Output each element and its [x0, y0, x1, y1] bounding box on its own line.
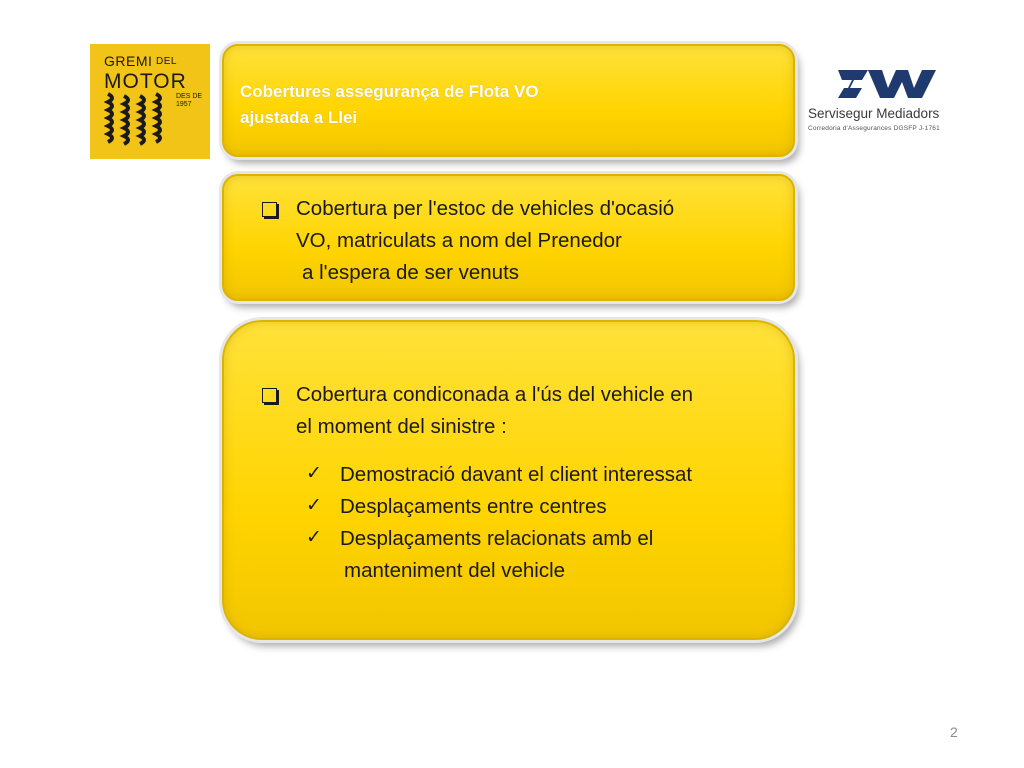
- logo-text-since: DES DE 1957: [176, 93, 203, 108]
- box2-line-1: Cobertura condiconada a l'ús del vehicle en: [296, 383, 694, 406]
- servisegur-name: Servisegur Mediadors: [808, 106, 940, 121]
- box2-check-3-cont: manteniment del vehicle: [344, 559, 566, 582]
- box2-check-2: Desplaçaments entre centres: [340, 495, 607, 518]
- title-box: [222, 44, 795, 157]
- checkbox-bullet-icon: [262, 202, 277, 217]
- logo-text-del: DEL: [156, 56, 177, 67]
- coverage-box-stock: [222, 174, 795, 301]
- coverage-box-usage: [222, 320, 795, 640]
- box2-check-3: Desplaçaments relacionats amb el: [340, 527, 654, 550]
- slide-title-line-1: Cobertures assegurança de Flota VO: [240, 82, 539, 101]
- box2-check-1: Demostració davant el client interessat: [340, 463, 693, 486]
- slide-title-line-2: ajustada a Llei: [240, 108, 358, 127]
- spring-coils-icon: [104, 92, 174, 152]
- servisegur-subtitle: Corredoria d'Assegurances DGSFP J-1761: [808, 125, 940, 132]
- gremi-del-motor-logo: [90, 44, 210, 159]
- box2-line-2: el moment del sinistre :: [296, 415, 507, 438]
- servisegur-logo: [808, 68, 968, 148]
- checkmark-icon: ✓: [306, 527, 322, 548]
- slide-title: [240, 79, 539, 131]
- checkbox-bullet-icon: [262, 388, 277, 403]
- box1-line-3: a l'espera de ser venuts: [302, 261, 520, 284]
- logo-text-motor: MOTOR: [104, 70, 187, 93]
- box1-line-1: Cobertura per l'estoc de vehicles d'ocasió: [296, 197, 675, 220]
- logo-text-gremi: GREMI: [104, 53, 153, 69]
- checkmark-icon: ✓: [306, 495, 322, 516]
- box1-line-2: VO, matriculats a nom del Prenedor: [296, 229, 622, 252]
- checkmark-icon: ✓: [306, 463, 322, 484]
- page-number: 2: [950, 724, 958, 740]
- sm-monogram-icon: [838, 68, 948, 100]
